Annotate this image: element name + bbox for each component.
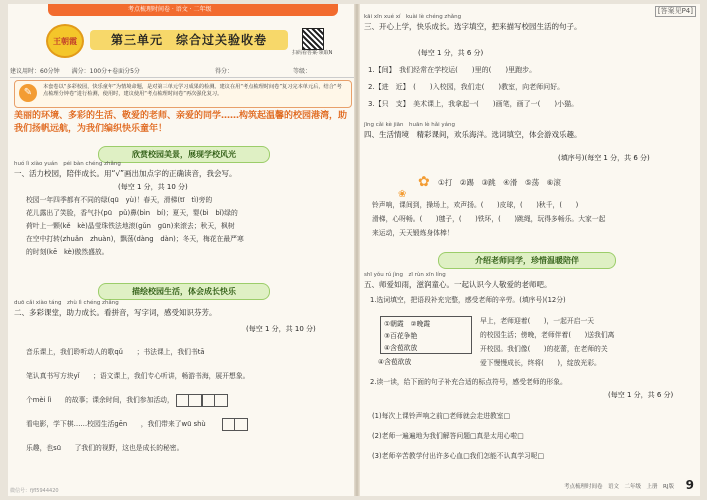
top-strip-text: 考点梳理时间卷 · 语文 · 二年级	[128, 6, 212, 13]
q5-sub2: 2.读一读，给下面的句子补充合适的标点符号，感受老师的形象。	[370, 378, 567, 386]
q5-word: ④含苞欲放	[384, 344, 418, 352]
q4-stem: 四、生活情境 精彩课间，欢乐海洋。选词填空，体会游戏乐趣。	[364, 130, 582, 139]
q2-text: 个mèi lì 的故事；课余时间，我们参加活动，	[26, 396, 174, 404]
q5-line: 开校园。我们像( )的花蕾，在老师的关	[480, 345, 608, 353]
q1-line: 荷叶上一颗(kě kè)晶莹珠铁法地滚(gǔn gūn)来滚去；秋天，枫树	[26, 222, 235, 230]
qr-code-icon[interactable]	[302, 28, 324, 50]
q2-line	[26, 388, 352, 412]
intro-text: 美丽的环境、多彩的生活、敬爱的老师、亲爱的同学……构筑起温馨的校园港湾，助我们扬帆远航，为我们编织快乐童年！	[14, 111, 348, 134]
flower-icon: ❀	[398, 189, 407, 200]
section-title-3: 介绍老师同学，珍惜温暖陪伴	[438, 252, 616, 269]
q1-line: 在空中打转(zhuǎn zhuàn)，飘荡(dàng dàn)；冬天，梅花在最严寒	[26, 235, 244, 243]
q2-line	[26, 412, 352, 436]
q5-sub2-items	[372, 406, 698, 466]
punct-item: (3)老师辛苦教学付出许多心血□我们怎能不认真学习呢□	[372, 452, 545, 460]
section-title-1: 欣赏校园美景，展现学校风光	[98, 146, 270, 163]
q3-pinyin: kāi xīn xué xí kuài lè chéng zhǎng	[364, 14, 462, 20]
flower-icon: ✿	[418, 174, 430, 190]
section-title-2: 描绘校园生活，体会成长快乐	[98, 283, 270, 300]
answer-grid[interactable]	[222, 418, 248, 431]
punct-item: (2)老师一遍遍地为我们解答问题□真是太用心啦□	[372, 432, 524, 440]
q3-points: (每空 1 分，共 6 分)	[418, 49, 484, 57]
q5-pinyin: shī yǒu rú jìng zī rùn xīn líng	[364, 272, 446, 278]
watermark: 微信号：fjfl5944420	[10, 488, 59, 494]
q2-stem: 二、多彩课堂，助力成长。看拼音，写字词，感受知识芬芳。	[14, 308, 217, 317]
q2-body	[26, 340, 352, 460]
q5-word: ①朝霞 ②晚霞	[384, 320, 431, 328]
note-box	[14, 80, 352, 108]
q2-line	[26, 436, 352, 460]
q5-word-extra: ④含苞欲放	[378, 358, 412, 366]
q4-options: ①打 ②踢 ③跳 ④滑 ⑤荡 ⑥滚	[438, 178, 561, 187]
q2-text: 笔认真书写方块yǐ ；语文课上，我们专心听讲，畅游书海，展开想象。	[26, 372, 250, 380]
q5-sub1: 1.选词填空，把语段补充完整，感受老师的辛劳。(填序号)(12分)	[370, 296, 566, 304]
top-strip	[48, 4, 338, 16]
q2-points: (每空 1 分，共 10 分)	[246, 325, 316, 333]
q1-body	[26, 194, 352, 259]
q1-line: 校园一年四季都有不同的绿(qū yù)！春天，滑梯(tī tì)旁的	[26, 196, 213, 204]
q4-pinyin: jīng cǎi kè jiān huān lè hǎi yáng	[364, 122, 455, 128]
q4-line: 滑梯，心呀畅。( )毽子，( )铁环，( )跳绳，玩得多畅乐。大家一起	[372, 215, 606, 223]
unit-title: 第三单元 综合过关验收卷	[90, 30, 288, 50]
left-page	[8, 4, 356, 496]
q5-word: ③百花争艳	[384, 332, 418, 340]
answer-page-ref: [答案见P4]	[655, 6, 696, 17]
q5-line: 爱下慢慢成长，终将( )，绽放光彩。	[480, 359, 601, 367]
page-header	[46, 28, 346, 54]
q4-line: 铃声响，课间到，操场上，欢声扬。( )皮球，( )秋千，( )	[372, 201, 579, 209]
score-label: 得分：	[215, 68, 234, 75]
level-label: 等级：	[293, 68, 312, 75]
q2-text: 音乐课上，我们聆听动人的歌qǔ ；书法课上，我们书tā	[26, 348, 219, 356]
q5-word-box	[380, 316, 472, 354]
q4-line: 来运动，天天锻炼身体棒！	[372, 229, 454, 237]
note-text: 本套卷以“多彩校园，快乐童年”为情境命题，是对第三单元学习成果的检测。建议在用“考点梳理时间卷”复习完本单元后，结合“考点梳理分钟卷”进行检测，使用时，建议使用“考点梳理时间卷”再次强化复习。	[43, 84, 342, 97]
q2-line	[26, 340, 352, 364]
qr-caption: 扫码看答案·领取N	[292, 50, 333, 56]
q1-line: 花儿露出了笑脸，香气扑(pū pǔ)鼻(bìn bí)；夏天，婴(bì bǐ)绿的	[26, 209, 238, 217]
bell-icon: ✎	[19, 84, 37, 102]
q1-points: (每空 1 分，共 10 分)	[118, 183, 188, 191]
q5-stem: 五、师爱如雨，滋润童心。一起认识今人敬爱的老师吧。	[364, 280, 552, 289]
q5-body	[480, 314, 698, 370]
meta-text: 建议用时：60分钟 满分：100分+卷面分5分	[10, 68, 140, 75]
q5-line: 早上，老师迎着( )，一起开启一天	[480, 317, 595, 325]
q2-pinyin: duō cǎi xiào táng zhù lì chéng zhǎng	[14, 300, 119, 306]
answer-grid[interactable]	[176, 394, 202, 407]
q1-line: 的时刻(kē kè)傲然盛放。	[26, 248, 109, 256]
q1-stem: 一、活力校园，陪伴成长。用“√”画出加点字的正确读音，我会写。	[14, 169, 237, 178]
meta-line	[10, 66, 354, 78]
q4-hint: (填序号)(每空 1 分，共 6 分)	[558, 154, 650, 162]
q2-line	[26, 364, 352, 388]
right-page	[358, 4, 700, 496]
q2-text: 乐趣，也sū 了我们的视野，这也是成长的秘密。	[26, 444, 184, 452]
page-footer: 考点梳理时间卷 语文 二年级 上册 RJ版	[564, 484, 674, 490]
answer-grid[interactable]	[202, 394, 228, 407]
q2-text: 看电影，学下棋……校园生活gēn ，我们带来了wū shù	[26, 420, 220, 428]
logo-text: 王朝霞	[53, 36, 77, 46]
brand-logo	[46, 24, 84, 58]
q5-sub2-points: (每空 1 分，共 6 分)	[608, 391, 674, 399]
q1-pinyin: huó lì xiào yuán péi bàn chéng zhǎng	[14, 161, 121, 167]
q5-line: 的校园生活；傍晚，老师伴着( )送我们离	[480, 331, 615, 339]
q3-items	[368, 62, 698, 113]
q3-stem: 三、开心上学，快乐成长。选字填空，把来描写校园生活的句子。	[364, 22, 582, 31]
q3-item: 3.【只 支】 美术课上，我拿起一( )画笔，画了一( )小猫。	[368, 100, 579, 108]
exam-sheet	[8, 4, 700, 496]
q4-body	[372, 198, 698, 240]
punct-item: (1)每次上课铃声响之前□老师就会走进教室□	[372, 412, 511, 420]
page-number: 9	[685, 478, 694, 492]
q3-item: 2.【进 近】 ( )入校园，我们走( )教室，向老师问好。	[368, 83, 565, 91]
q3-item: 1.【间】 我们经常在学校运( )里的( )里跑步。	[368, 66, 537, 74]
